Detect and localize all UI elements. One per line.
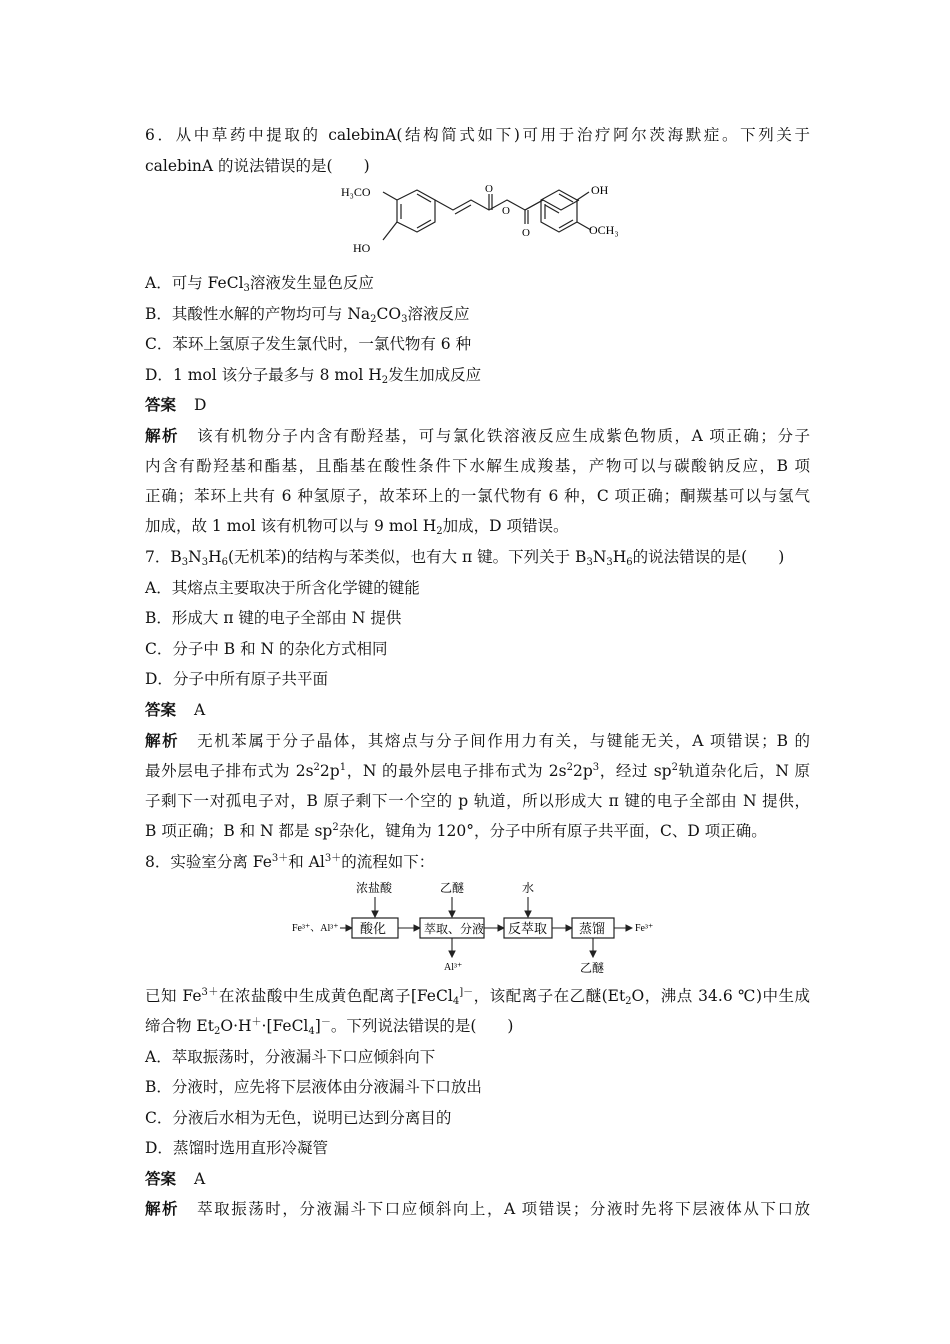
q8-option-c: C．分液后水相为无色，说明已达到分离目的 [145,1109,452,1127]
q6-stem-line2: calebinA 的说法错误的是( ) [145,157,370,175]
q7-option-a: A．其熔点主要取决于所含化学键的键能 [145,579,420,597]
left-hydroxy-label: HO [353,241,371,255]
q8-known-line2: 缔合物 $Et_2O\cdot H^+\cdot[FeCl_4]^-$。下列说法错误的是( ) [145,1017,514,1037]
flow-out-ether: 乙醚 [580,961,605,975]
flow-reagent-ether: 乙醚 [440,881,465,895]
flow-step-acidify-label: 酸化 [360,921,387,936]
ester-oxygen-label: O [502,205,510,217]
q8-answer: 答案 A [145,1169,206,1188]
flow-reagent-hcl: 浓盐酸 [356,881,393,895]
q7-option-b: B．形成大 π 键的电子全部由 N 提供 [145,609,402,627]
q6-analysis-line1: 解析 该有机物分子内含有酚羟基，可与氯化铁溶液反应生成紫色物质，A 项正确；分子 [145,426,810,445]
q6-option-b: B．其酸性水解的产物均可与 $Na_2CO_3$溶液反应 [145,305,470,325]
flow-step-extract-label: 萃取、分液 [424,922,485,936]
q8-known-line1: 已知 $Fe^{3+}$在浓盐酸中生成黄色配离子[FeCl$_4$]－，该配离子在乙醚($Et_2O$，沸点 34.6 ℃)中生成 [145,987,810,1007]
ester-carbonyl-oxygen-label: O [522,227,530,239]
q8-option-b: B．分液时，应先将下层液体由分液漏斗下口放出 [145,1078,482,1096]
q7-analysis-line3: 子剩下一对孤电子对，B 原子剩下一个空的 p 轨道，所以形成大 π 键的电子全部由 N 提供， [145,792,810,810]
q7-analysis-line2: 最外层电子排布式为 $2s^22p^1$，N 的最外层电子排布式为 $2s^22p^3$，经过 $sp^2$轨道杂化后，N 原 [145,762,810,780]
flow-output-label: Fe³⁺ [635,923,654,934]
q6-analysis-line2: 内含有酚羟基和酯基，且酯基在酸性条件下水解生成羧基，产物可以与碳酸钠反应，B 项 [145,457,810,475]
q6-analysis-line4: 加成，故 1 mol 该有机物可以与 9 mol $H_2$加成，D 项错误。 [145,517,569,537]
flow-input-label: Fe³⁺、Al³⁺ [292,923,339,934]
flow-out-aluminum: Al³⁺ [444,962,463,973]
q8-analysis-line1: 解析 萃取振荡时，分液漏斗下口应倾斜向上，A 项错误；分液时先将下层液体从下口放 [145,1199,810,1218]
q6-stem-line1: 6．从中草药中提取的 calebinA(结构简式如下)可用于治疗阿尔茨海默症。下列关于 [145,126,810,144]
q6-answer: 答案 D [145,395,207,414]
flow-step-distill-label: 蒸馏 [579,921,606,936]
q7-option-d: D．分子中所有原子共平面 [145,670,328,688]
calebina-structure-figure [335,180,625,262]
q6-option-c: C．苯环上氢原子发生氯代时，一氯代物有 6 种 [145,335,472,353]
flow-reagent-water: 水 [522,881,535,895]
q7-answer: 答案 A [145,700,206,719]
q8-stem: 8．实验室分离 $Fe^{3+}$和 $Al^{3+}$的流程如下： [145,853,435,871]
right-hydroxy-label: OH [591,183,609,197]
q7-analysis-line1: 解析 无机苯属于分子晶体，其熔点与分子间作用力有关，与键能无关，A 项错误；B 的 [145,731,810,750]
q6-analysis-line3: 正确；苯环上共有 6 种氢原子，故苯环上的一氯代物有 6 种，C 项正确；酮羰基可以与氢气 [145,487,810,505]
flow-step-back-extract-label: 反萃取 [508,921,548,936]
ketone-oxygen-label: O [485,183,493,195]
left-methoxy-label: H₃CO [341,185,371,199]
q6-option-d: D．1 mol 该分子最多与 8 mol $H_2$发生加成反应 [145,366,482,386]
separation-flowchart [290,878,670,976]
q8-option-d: D．蒸馏时选用直形冷凝管 [145,1139,328,1157]
q7-option-c: C．分子中 B 和 N 的杂化方式相同 [145,640,388,658]
q7-analysis-line4: B 项正确；B 和 N 都是 $sp^2$杂化，键角为 120°，分子中所有原子共平面，C、D 项正确。 [145,822,767,840]
right-methoxy-label: OCH₃ [589,223,619,237]
q6-option-a: A．可与 FeCl$_3$溶液发生显色反应 [145,274,374,294]
q8-option-a: A．萃取振荡时，分液漏斗下口应倾斜向下 [145,1048,436,1066]
q7-stem: 7．$B_3N_3H_6$(无机苯)的结构与苯类似，也有大 π 键。下列关于 $B_3N_3H_6$的说法错误的是( ) [145,548,785,568]
